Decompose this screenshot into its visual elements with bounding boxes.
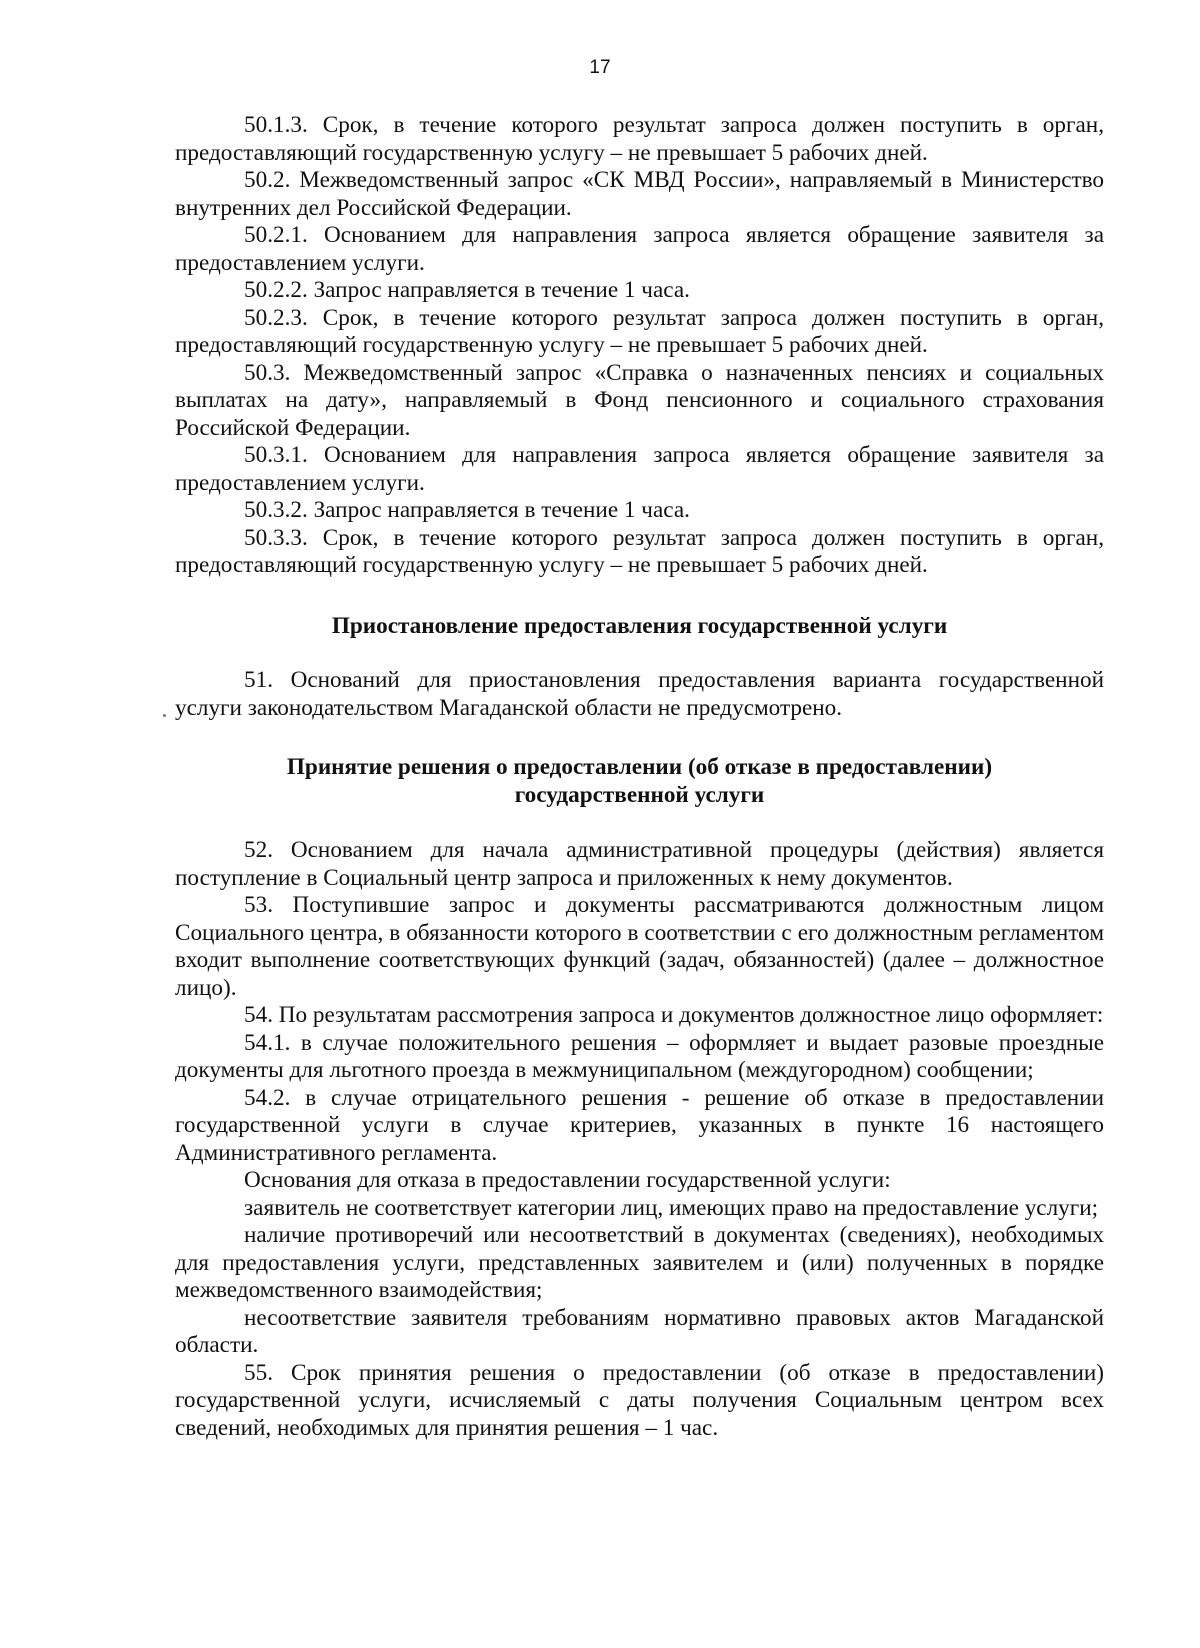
document-body [175,112,1104,1442]
paragraph-50-2: 50.2. Межведомственный запрос «СК МВД России», направляемый в Министерство внутренних дел Российской Федерации. [175,167,1104,221]
scan-smudge [163,714,166,717]
paragraph-51: 51. Оснований для приостановления предоставления варианта государственной услуги законодательством Магаданской области не предусмотрено. [175,667,1104,721]
paragraph-refusal-ground-3: несоответствие заявителя требованиям нормативно правовых актов Магаданской области. [175,1304,1104,1358]
paragraph-50-2-1: 50.2.1. Основанием для направления запроса является обращение заявителя за предоставлением услуги. [175,222,1104,276]
paragraph-54-2: 54.2. в случае отрицательного решения - решение об отказе в предоставлении государственной услуги в случае критериев, указанных в пункте 16 настоящего Административного регламента. [175,1084,1104,1166]
paragraph-55: 55. Срок принятия решения о предоставлении (об отказе в предоставлении) государственной услуги, исчисляемый с даты получения Социальным центром всех сведений, необходимых для принятия решения – 1 час. [175,1359,1104,1441]
paragraph-refusal-ground-2: наличие противоречий или несоответствий в документах (сведениях), необходимых для предоставления услуги, представленных заявителем и (или) полученных в порядке межведомственного взаимодействия; [175,1222,1104,1303]
paragraph-refusal-grounds: Основания для отказа в предоставлении государственной услуги: [244,1167,891,1193]
paragraph-50-1-3: 50.1.3. Срок, в течение которого результат запроса должен поступить в орган, предоставляющий государственную услугу – не превышает 5 рабочих дней. [175,112,1104,166]
paragraph-54-1: 54.1. в случае положительного решения – оформляет и выдает разовые проездные документы для льготного проезда в межмуниципальном (междугородном) сообщении; [175,1029,1104,1083]
section-heading-decision-line1: Принятие решения о предоставлении (об отказе в предоставлении) [286,754,993,780]
section-heading-decision [175,754,1104,809]
paragraph-52: 52. Основанием для начала административной процедуры (действия) является поступление в Социальный центр запроса и приложенных к нему документов. [175,837,1104,891]
paragraph-50-2-3: 50.2.3. Срок, в течение которого результат запроса должен поступить в орган, предоставляющий государственную услугу – не превышает 5 рабочих дней. [175,304,1104,358]
page-number: 17 [589,57,611,78]
paragraph-50-2-2: 50.2.2. Запрос направляется в течение 1 часа. [244,277,690,303]
section-heading-suspension: Приостановление предоставления государственной услуги [331,612,948,639]
paragraph-54: 54. По результатам рассмотрения запроса и документов должностное лицо оформляет: [244,1002,1104,1028]
paragraph-50-3-2: 50.3.2. Запрос направляется в течение 1 часа. [244,497,690,523]
paragraph-53: 53. Поступившие запрос и документы рассматриваются должностным лицом Социального центра, в обязанности которого в соответствии с его должностным регламентом входит выполнение соответствующих функций (задач, обязанностей) (далее – должностное лицо). [175,892,1104,1001]
section-heading-decision-line2: государственной услуги [514,781,765,808]
paragraph-50-3-3: 50.3.3. Срок, в течение которого результат запроса должен поступить в орган, предоставляющий государственную услугу – не превышает 5 рабочих дней. [175,524,1104,578]
paragraph-refusal-ground-1: заявитель не соответствует категории лиц, имеющих право на предоставление услуги; [244,1194,1099,1221]
paragraph-50-3-1: 50.3.1. Основанием для направления запроса является обращение заявителя за предоставлением услуги. [175,442,1104,496]
paragraph-50-3: 50.3. Межведомственный запрос «Справка о назначенных пенсиях и социальных выплатах на дату», направляемый в Фонд пенсионного и социального страхования Российской Федерации. [175,359,1104,441]
